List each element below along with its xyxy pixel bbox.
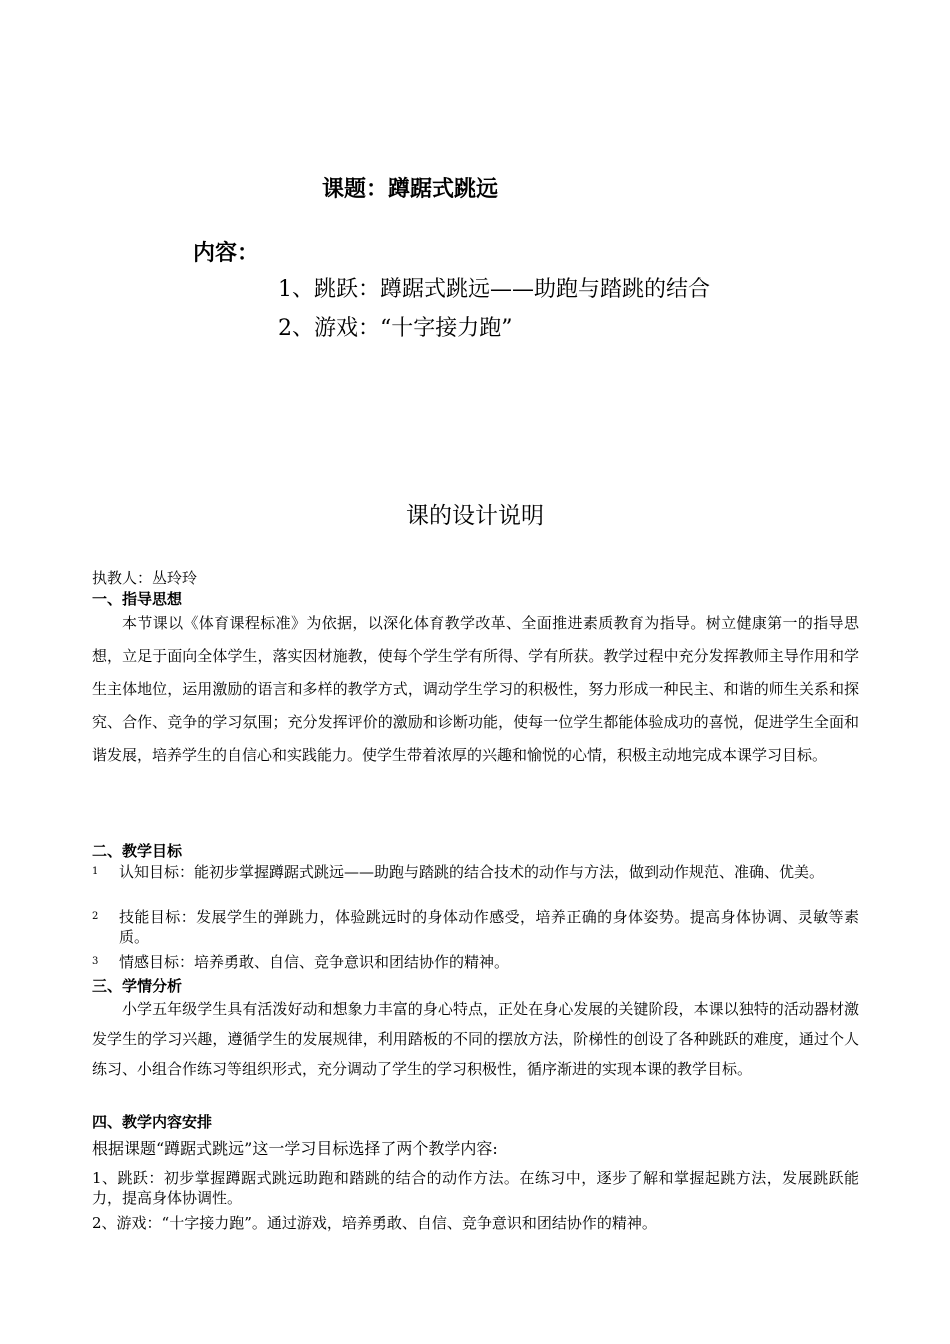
section-heading-student-analysis: 三、学情分析: [92, 977, 183, 995]
objective-item: [92, 952, 859, 972]
content-item: 1、跳跃：蹲踞式跳远——助跑与踏跳的结合: [278, 277, 710, 302]
section-paragraph-student-analysis: 小学五年级学生具有活泼好动和想象力丰富的身心特点，正处在身心发展的关键阶段，本课以独特的活动器材激发学生的学习兴趣，遵循学生的发展规律，利用踏板的不同的摆放方法，阶梯性的创设了各种跳跃的难度，通过个人练习、小组合作练习等组织形式，充分调动了学生的学习积极性，循序渐进的实现本课的教学目标。: [92, 1000, 859, 1078]
content-heading: 内容：: [193, 241, 260, 266]
objective-text: 情感目标：培养勇敢、自信、竞争意识和团结协作的精神。: [119, 953, 510, 971]
content-arrangement-item: 2、游戏：“十字接力跑”。通过游戏，培养勇敢、自信、竞争意识和团结协作的精神。: [92, 1214, 657, 1232]
section-heading-guiding-ideology: 一、指导思想: [92, 590, 183, 608]
section-paragraph-guiding-ideology: 本节课以《体育课程标准》为依据，以深化体育教学改革、全面推进素质教育为指导。树立健康第一的指导思想，立足于面向全体学生，落实因材施教，使每个学生学有所得、学有所获。教学过程中充分发挥教师主导作用和学生主体地位，运用激励的语言和多样的教学方式，调动学生学习的积极性，努力形成一种民主、和谐的师生关系和探究、合作、竞争的学习氛围；充分发挥评价的激励和诊断功能，使每一位学生都能体验成功的喜悦，促进学生全面和谐发展，培养学生的自信心和实践能力。使学生带着浓厚的兴趣和愉悦的心情，积极主动地完成本课学习目标。: [92, 614, 859, 764]
objective-item: [92, 862, 859, 882]
section-intro-content-arrangement: 根据课题“蹲踞式跳远”这一学习目标选择了两个教学内容:: [92, 1139, 498, 1158]
objective-text: 认知目标：能初步掌握蹲踞式跳远——助跑与踏跳的结合技术的动作与方法，做到动作规范、准确、优美。: [119, 863, 825, 881]
objective-text: 技能目标：发展学生的弹跳力，体验跳远时的身体动作感受，培养正确的身体姿势。提高身体协调、灵敏等素质。: [119, 908, 859, 946]
content-item: 2、游戏：“十字接力跑”: [278, 316, 513, 341]
section-heading-content-arrangement: 四、教学内容安排: [92, 1113, 213, 1131]
objective-number: 2: [92, 911, 99, 922]
objective-number: 3: [92, 956, 99, 967]
design-title: 课的设计说明: [406, 503, 544, 529]
section-heading-teaching-objectives: 二、教学目标: [92, 842, 183, 860]
objective-item: [92, 907, 859, 947]
objective-number: 1: [92, 866, 99, 877]
teacher-line: 执教人：丛玲玲: [92, 569, 198, 587]
lesson-title: 课题：蹲踞式跳远: [322, 177, 499, 202]
content-arrangement-item: 1、跳跃：初步掌握蹲踞式跳远助跑和踏跳的结合的动作方法。在练习中，逐步了解和掌握起跳方法，发展跳跃能力，提高身体协调性。: [92, 1169, 859, 1207]
